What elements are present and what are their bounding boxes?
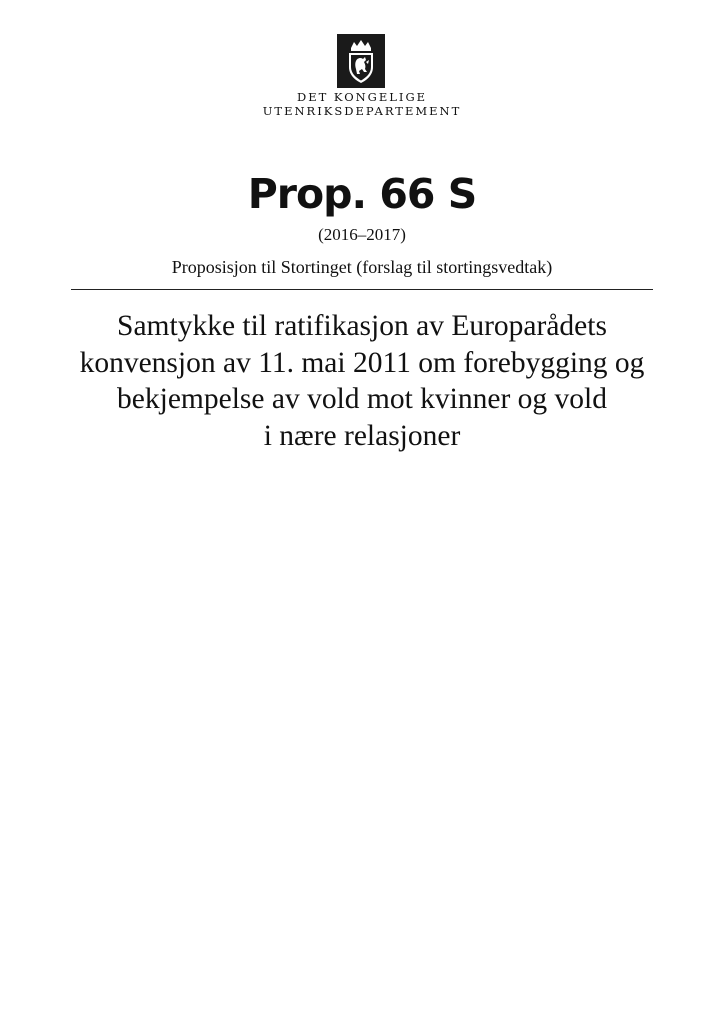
session-years: (2016–2017) bbox=[318, 225, 406, 244]
document-title-line: i nære relasjoner bbox=[263, 419, 461, 452]
document-title-line: konvensjon av 11. mai 2011 om forebygging og bbox=[79, 346, 645, 379]
norwegian-coat-of-arms-icon bbox=[337, 34, 385, 88]
divider-rule bbox=[71, 289, 653, 290]
ministry-name-line-1: DET KONGELIGE bbox=[296, 90, 428, 104]
proposition-title: Prop. 66 S bbox=[247, 170, 477, 218]
proposition-type: Proposisjon til Stortinget (forslag til stortingsvedtak) bbox=[171, 257, 553, 277]
document-title bbox=[60, 308, 664, 454]
document-title-line: bekjempelse av vold mot kvinner og vold bbox=[117, 383, 607, 415]
document-title-line: Samtykke til ratifikasjon av Europarådets bbox=[117, 310, 607, 342]
ministry-name-line-2: UTENRIKSDEPARTEMENT bbox=[262, 104, 462, 118]
